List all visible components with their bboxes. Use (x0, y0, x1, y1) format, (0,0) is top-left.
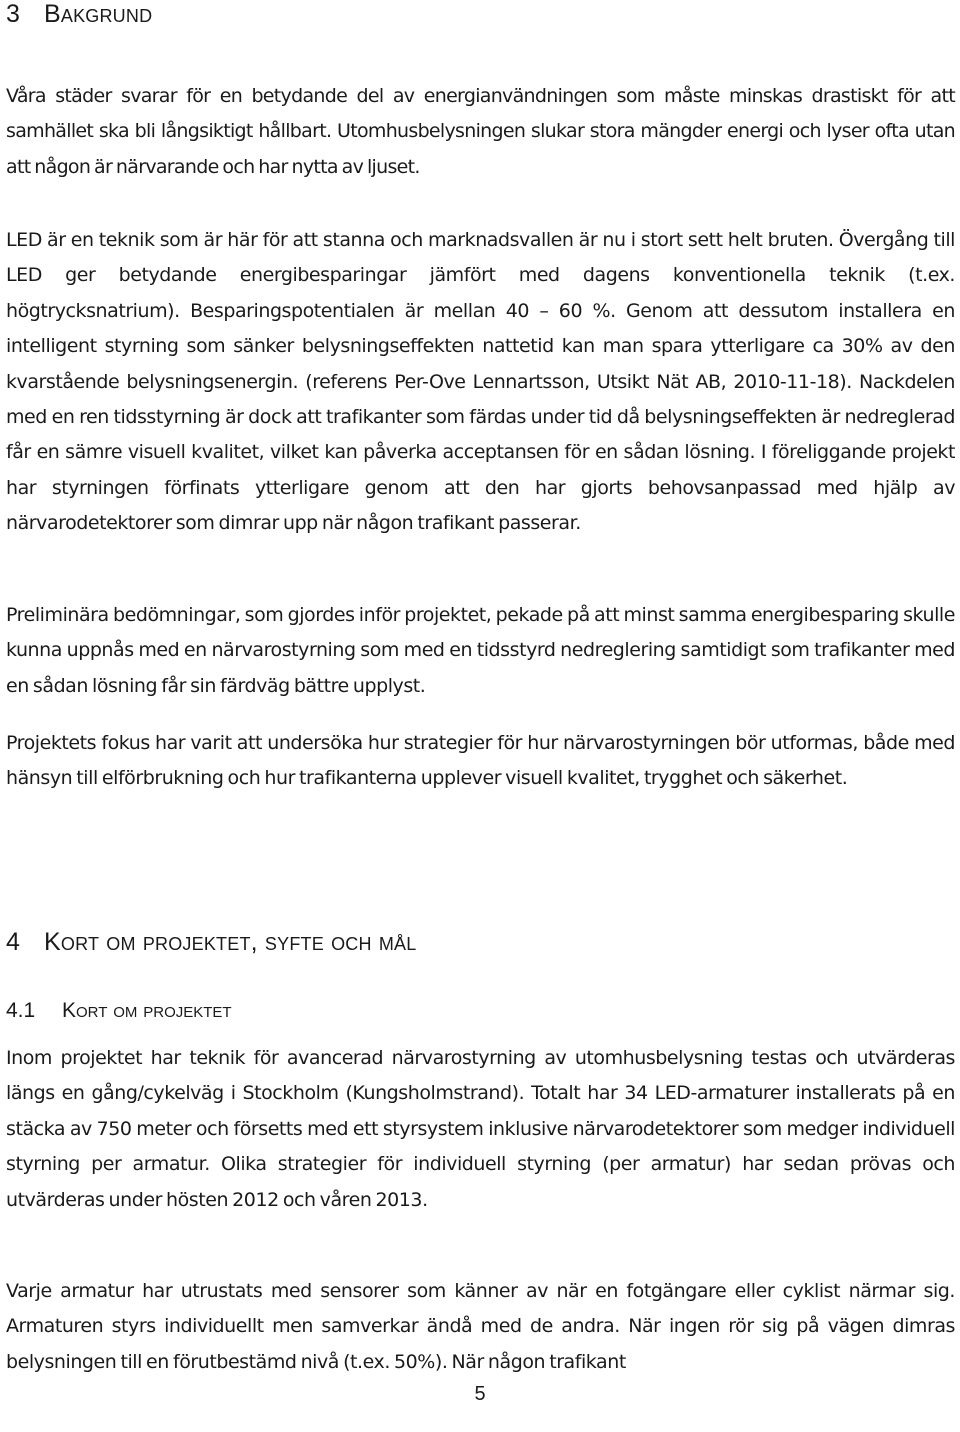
section-number: 4 (6, 928, 21, 956)
page-number: 5 (474, 1383, 486, 1405)
section-number: 3 (6, 0, 21, 28)
paragraph: Inom projektet har teknik för avancerad närvarostyrning av utomhusbelysning testas och utvärderas längs en gång/cykelväg i Stockholm (Kungsholmstrand). Totalt har 34 LED-armaturer installerats på en stäcka av 750 meter och försetts med ett styrsystem inklusive närvarodetektorer som medger individuell styrning per armatur. Olika strategier för individuell styrning (per armatur) har sedan prövas och utvärderas under hösten 2012 och våren 2013. (6, 1047, 955, 1211)
section-title: Bakgrund (44, 0, 153, 28)
paragraph: Preliminära bedömningar, som gjordes inför projektet, pekade på att minst samma energibesparing skulle kunna uppnås med en närvarostyrning som med en tidsstyrd nedreglering samtidigt som trafikanter med en sådan lösning får sin färdväg bättre upplyst. (6, 604, 955, 697)
section-3-heading (6, 0, 152, 29)
section-4-1-heading (6, 999, 232, 1023)
paragraph: Projektets fokus har varit att undersöka hur strategier för hur närvarostyrningen bör utformas, både med hänsyn till elförbrukning och hur trafikanterna upplever visuell kvalitet, trygghet och säkerhet. (6, 732, 955, 790)
subsection-number: 4.1 (6, 999, 36, 1022)
paragraph: Våra städer svarar för en betydande del av energianvändningen som måste minskas drastiskt för att samhället ska bli långsiktigt hållbart. Utomhusbelysningen slukar stora mängder energi och lyser ofta utan att någon är närvarande och har nytta av ljuset. (6, 85, 955, 178)
paragraph: LED är en teknik som är här för att stanna och marknadsvallen är nu i stort sett helt bruten. Övergång till LED ger betydande energibesparingar jämfört med dagens konventionella teknik (t.ex. högtrycksnatrium). Besparingspotentialen är mellan 40 – 60 %. Genom att dessutom installera en intelligent styrning som sänker belysningseffekten nattetid kan man spara ytterligare ca 30% av den kvarstående belysningsenergin. (referens Per-Ove Lennartsson, Utsikt Nät AB, 2010-11-18). Nackdelen med en ren tidsstyrning är dock att trafikanter som färdas under tid då belysningseffekten är nedreglerad får en sämre visuell kvalitet, vilket kan påverka acceptansen för en sådan lösning. I föreliggande projekt har styrningen förfinats ytterligare genom att den har gjorts behovsanpassad med hjälp av närvarodetektorer som dimrar upp när någon trafikant passerar. (6, 229, 955, 535)
paragraph: Varje armatur har utrustats med sensorer som känner av när en fotgängare eller cyklist närmar sig. Armaturen styrs individuellt men samverkar ändå med de andra. När ingen rör sig på vägen dimras belysningen till en förutbestämd nivå (t.ex. 50%). När någon trafikant (6, 1280, 955, 1373)
document-page (6, 0, 955, 1432)
section-title: Kort om projektet, syfte och mål (44, 928, 417, 956)
section-4-heading (6, 928, 416, 957)
subsection-title: Kort om projektet (62, 999, 232, 1022)
